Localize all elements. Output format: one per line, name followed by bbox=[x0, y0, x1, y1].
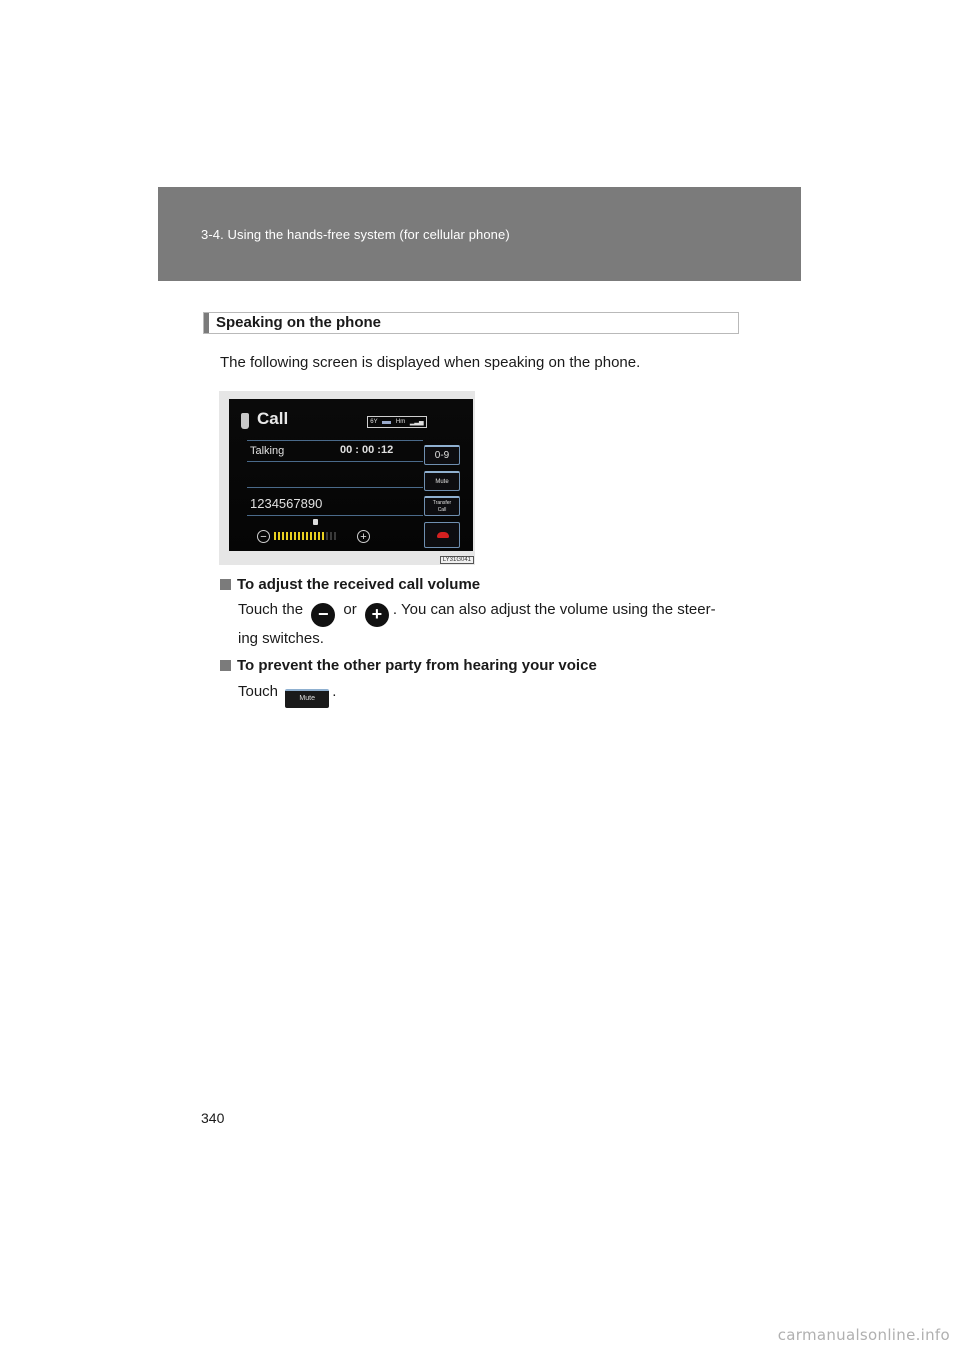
volume-level-bar bbox=[274, 532, 336, 540]
subheading-volume-text: To adjust the received call volume bbox=[237, 576, 481, 593]
volume-text-2: or bbox=[343, 601, 357, 618]
bullet-square bbox=[220, 660, 231, 671]
subheading-mute-text: To prevent the other party from hearing your voice bbox=[237, 657, 597, 674]
divider bbox=[247, 487, 423, 488]
transfer-label: Transfer bbox=[432, 500, 452, 506]
mute-text-1: Touch bbox=[238, 683, 279, 700]
mute-instructions bbox=[238, 680, 336, 708]
status-mid: Hm bbox=[395, 419, 406, 425]
section-heading bbox=[203, 312, 739, 334]
chapter-title: 3-4. Using the hands-free system (for cellular phone) bbox=[201, 227, 510, 242]
volume-segment bbox=[310, 532, 312, 540]
section-marker bbox=[204, 313, 209, 333]
transfer-label-2: Call bbox=[437, 507, 447, 513]
speaker-icon bbox=[313, 519, 318, 525]
volume-segment bbox=[286, 532, 288, 540]
volume-text-3: . You can also adjust the volume using the steer- bbox=[392, 601, 716, 618]
keypad-button[interactable] bbox=[424, 445, 460, 465]
battery-icon bbox=[382, 421, 391, 424]
inline-minus-icon: − bbox=[311, 603, 335, 627]
keypad-label: 0-9 bbox=[434, 450, 450, 461]
call-screen-figure bbox=[219, 391, 475, 565]
transfer-call-button[interactable] bbox=[424, 496, 460, 516]
volume-segment bbox=[314, 532, 316, 540]
watermark: carmanualsonline.info bbox=[777, 1326, 950, 1344]
signal-icon: ▂▃▅ bbox=[409, 419, 424, 426]
section-title: Speaking on the phone bbox=[216, 314, 382, 331]
volume-up-button[interactable] bbox=[357, 530, 370, 543]
divider bbox=[247, 515, 423, 516]
call-timer: 00 : 00 :12 bbox=[340, 444, 394, 456]
volume-segment bbox=[302, 532, 304, 540]
volume-segment bbox=[322, 532, 324, 540]
volume-segment bbox=[282, 532, 284, 540]
volume-segment bbox=[306, 532, 308, 540]
volume-text-4: ing switches. bbox=[238, 630, 324, 647]
subheading-mute bbox=[220, 657, 597, 674]
inline-plus-icon: + bbox=[365, 603, 389, 627]
volume-text-1: Touch the bbox=[238, 601, 304, 618]
intro-text: The following screen is displayed when speaking on the phone. bbox=[220, 354, 641, 371]
end-call-button[interactable] bbox=[424, 522, 460, 548]
minus-icon: − bbox=[260, 531, 267, 543]
volume-segment bbox=[318, 532, 320, 540]
volume-segment bbox=[290, 532, 292, 540]
call-screen-title: Call bbox=[257, 409, 289, 428]
volume-segment bbox=[298, 532, 300, 540]
call-screen bbox=[229, 399, 473, 551]
page-number: 340 bbox=[201, 1110, 225, 1126]
volume-segment bbox=[278, 532, 280, 540]
volume-segment bbox=[334, 532, 336, 540]
divider bbox=[247, 461, 423, 462]
mute-text-2: . bbox=[332, 683, 337, 700]
image-code: LY31G041 bbox=[440, 556, 474, 564]
bullet-square bbox=[220, 579, 231, 590]
call-status: Talking bbox=[250, 445, 285, 457]
end-call-icon bbox=[437, 532, 449, 538]
plus-icon: + bbox=[360, 531, 367, 543]
inline-mute-button-icon: Mute bbox=[285, 689, 329, 708]
subheading-volume bbox=[220, 576, 480, 593]
mute-label: Mute bbox=[435, 479, 449, 485]
phone-number: 1234567890 bbox=[250, 496, 323, 511]
phone-icon bbox=[241, 413, 249, 429]
status-indicator bbox=[367, 416, 427, 428]
volume-down-button[interactable] bbox=[257, 530, 270, 543]
mute-button[interactable] bbox=[424, 471, 460, 491]
chapter-header bbox=[158, 187, 801, 281]
volume-segment bbox=[274, 532, 276, 540]
status-left: 6Y bbox=[370, 419, 378, 425]
volume-segment bbox=[330, 532, 332, 540]
volume-instructions bbox=[238, 598, 716, 650]
volume-segment bbox=[326, 532, 328, 540]
volume-segment bbox=[294, 532, 296, 540]
divider bbox=[247, 440, 423, 441]
